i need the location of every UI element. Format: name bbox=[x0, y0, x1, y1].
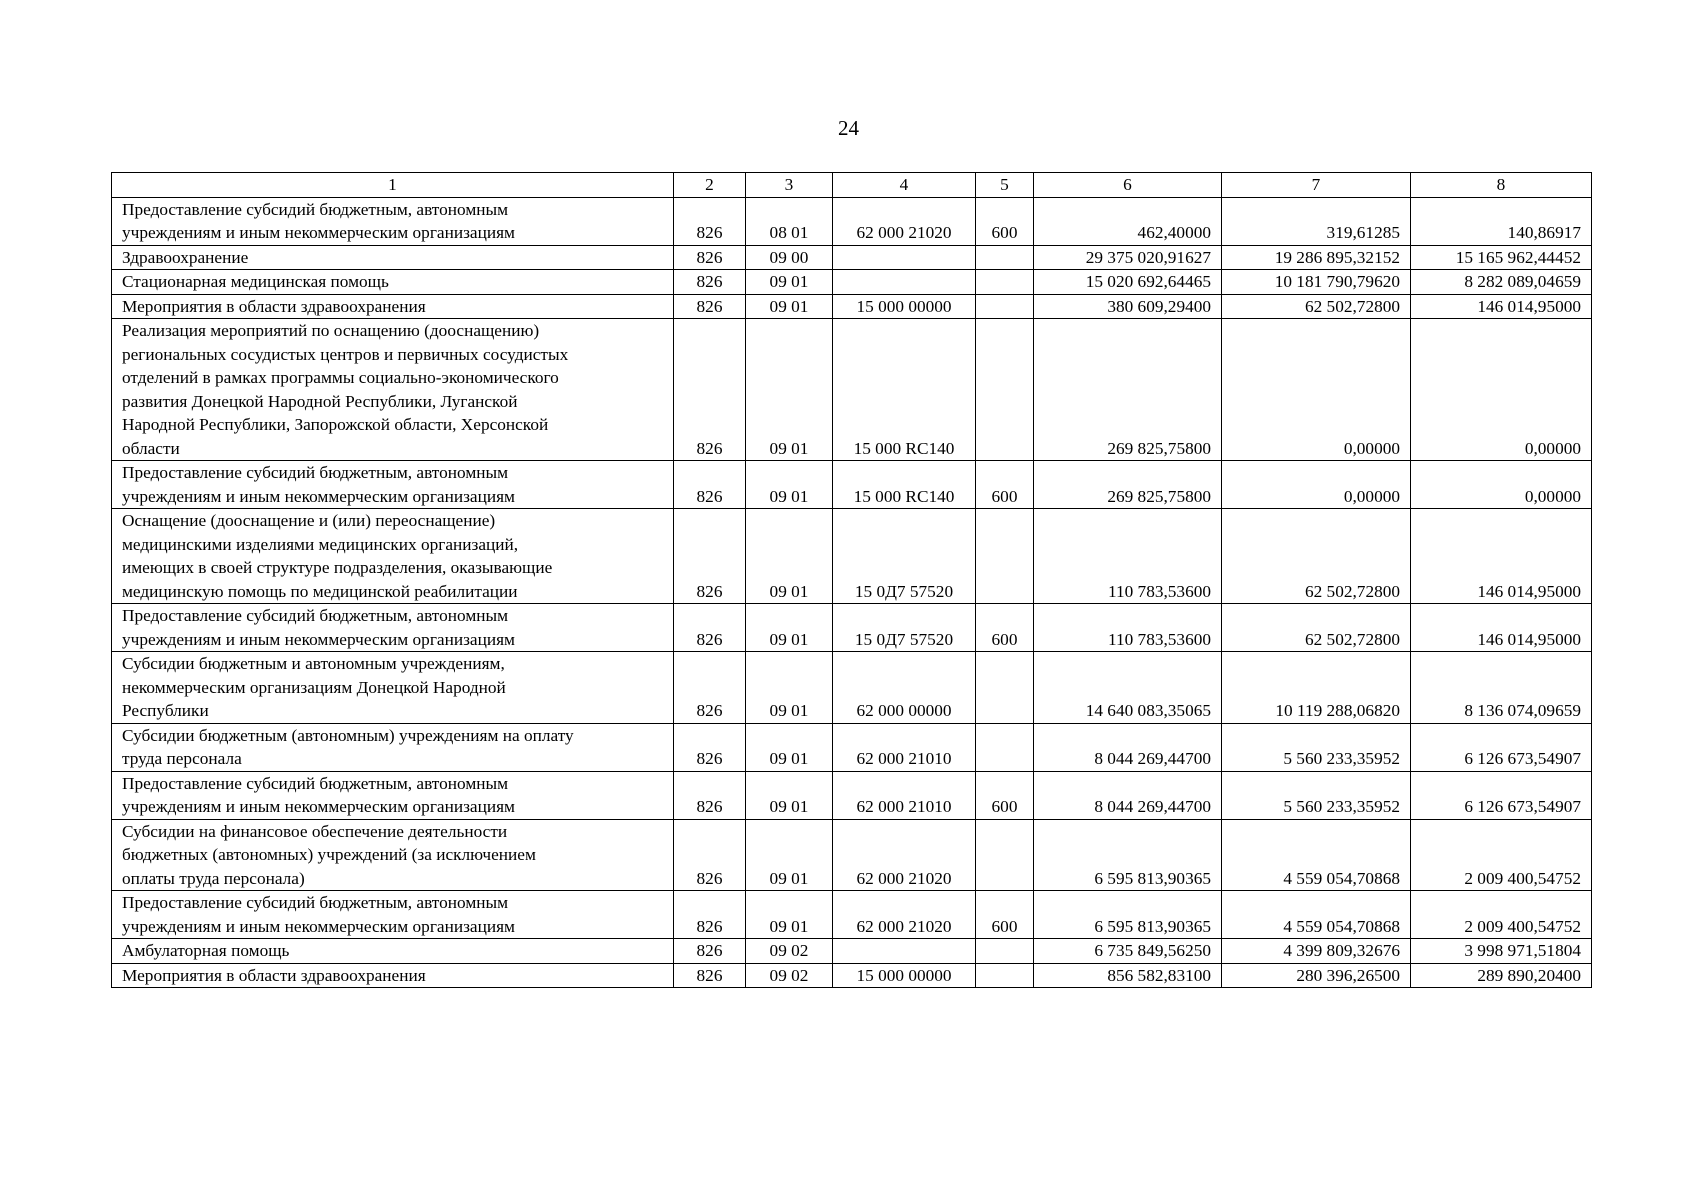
item-name: Предоставление субсидий бюджетным, автономным учреждениям и иным некоммерческим организациям bbox=[112, 604, 674, 652]
target-code: 62 000 00000 bbox=[833, 652, 976, 724]
admin-code: 826 bbox=[674, 509, 746, 604]
header-cell: 4 bbox=[833, 173, 976, 198]
section-code: 09 01 bbox=[746, 891, 833, 939]
item-name: Предоставление субсидий бюджетным, автономным учреждениям и иным некоммерческим организациям bbox=[112, 891, 674, 939]
target-code bbox=[833, 270, 976, 295]
item-name: Предоставление субсидий бюджетным, автономным учреждениям и иным некоммерческим организациям bbox=[112, 197, 674, 245]
expense-type-code: 600 bbox=[976, 461, 1034, 509]
amount-col7: 62 502,72800 bbox=[1222, 294, 1411, 319]
admin-code: 826 bbox=[674, 891, 746, 939]
admin-code: 826 bbox=[674, 245, 746, 270]
expense-type-code: 600 bbox=[976, 771, 1034, 819]
amount-col6: 14 640 083,35065 bbox=[1034, 652, 1222, 724]
table-row bbox=[112, 604, 1592, 652]
amount-col7: 10 181 790,79620 bbox=[1222, 270, 1411, 295]
amount-col7: 0,00000 bbox=[1222, 319, 1411, 461]
admin-code: 826 bbox=[674, 771, 746, 819]
section-code: 09 01 bbox=[746, 461, 833, 509]
amount-col6: 462,40000 bbox=[1034, 197, 1222, 245]
table-row bbox=[112, 270, 1592, 295]
expense-type-code: 600 bbox=[976, 197, 1034, 245]
amount-col7: 280 396,26500 bbox=[1222, 963, 1411, 988]
item-name: Реализация мероприятий по оснащению (дооснащению) региональных сосудистых центров и первичных сосудистых отделений в рамках программы социально-экономического развития Донецкой Народной Республики, Луганской Народной Республики, Запорожской области, Херсонской области bbox=[112, 319, 674, 461]
amount-col6: 29 375 020,91627 bbox=[1034, 245, 1222, 270]
table-row bbox=[112, 197, 1592, 245]
section-code: 09 01 bbox=[746, 723, 833, 771]
item-name: Субсидии бюджетным и автономным учреждениям, некоммерческим организациям Донецкой Народной Республики bbox=[112, 652, 674, 724]
target-code: 15 0Д7 57520 bbox=[833, 604, 976, 652]
amount-col6: 269 825,75800 bbox=[1034, 319, 1222, 461]
item-name: Оснащение (дооснащение и (или) переоснащение) медицинскими изделиями медицинских организаций, имеющих в своей структуре подразделения, оказывающие медицинскую помощь по медицинской реабилитации bbox=[112, 509, 674, 604]
amount-col6: 856 582,83100 bbox=[1034, 963, 1222, 988]
header-cell: 5 bbox=[976, 173, 1034, 198]
admin-code: 826 bbox=[674, 604, 746, 652]
header-cell: 8 bbox=[1411, 173, 1592, 198]
amount-col8: 146 014,95000 bbox=[1411, 294, 1592, 319]
table-row bbox=[112, 891, 1592, 939]
amount-col7: 319,61285 bbox=[1222, 197, 1411, 245]
target-code: 62 000 21010 bbox=[833, 771, 976, 819]
section-code: 09 02 bbox=[746, 963, 833, 988]
amount-col7: 62 502,72800 bbox=[1222, 509, 1411, 604]
amount-col8: 8 282 089,04659 bbox=[1411, 270, 1592, 295]
page-number: 24 bbox=[838, 116, 859, 140]
table-row bbox=[112, 319, 1592, 461]
amount-col8: 0,00000 bbox=[1411, 319, 1592, 461]
expense-type-code bbox=[976, 939, 1034, 964]
amount-col8: 289 890,20400 bbox=[1411, 963, 1592, 988]
section-code: 09 01 bbox=[746, 771, 833, 819]
amount-col6: 6 735 849,56250 bbox=[1034, 939, 1222, 964]
section-code: 09 01 bbox=[746, 270, 833, 295]
target-code: 62 000 21020 bbox=[833, 891, 976, 939]
section-code: 09 01 bbox=[746, 294, 833, 319]
amount-col7: 4 559 054,70868 bbox=[1222, 819, 1411, 891]
expense-type-code bbox=[976, 270, 1034, 295]
amount-col8: 15 165 962,44452 bbox=[1411, 245, 1592, 270]
amount-col7: 4 399 809,32676 bbox=[1222, 939, 1411, 964]
table-row bbox=[112, 939, 1592, 964]
target-code: 15 000 00000 bbox=[833, 963, 976, 988]
target-code bbox=[833, 939, 976, 964]
header-cell: 2 bbox=[674, 173, 746, 198]
item-name: Субсидии бюджетным (автономным) учреждениям на оплату труда персонала bbox=[112, 723, 674, 771]
amount-col8: 8 136 074,09659 bbox=[1411, 652, 1592, 724]
budget-table bbox=[111, 172, 1592, 988]
admin-code: 826 bbox=[674, 461, 746, 509]
amount-col7: 19 286 895,32152 bbox=[1222, 245, 1411, 270]
item-name: Здравоохранение bbox=[112, 245, 674, 270]
expense-type-code: 600 bbox=[976, 891, 1034, 939]
admin-code: 826 bbox=[674, 963, 746, 988]
admin-code: 826 bbox=[674, 319, 746, 461]
expense-type-code bbox=[976, 963, 1034, 988]
table-row bbox=[112, 723, 1592, 771]
section-code: 09 02 bbox=[746, 939, 833, 964]
header-cell: 6 bbox=[1034, 173, 1222, 198]
admin-code: 826 bbox=[674, 819, 746, 891]
admin-code: 826 bbox=[674, 197, 746, 245]
admin-code: 826 bbox=[674, 652, 746, 724]
amount-col8: 2 009 400,54752 bbox=[1411, 891, 1592, 939]
table-row bbox=[112, 771, 1592, 819]
table-row bbox=[112, 294, 1592, 319]
item-name: Мероприятия в области здравоохранения bbox=[112, 963, 674, 988]
admin-code: 826 bbox=[674, 294, 746, 319]
expense-type-code bbox=[976, 723, 1034, 771]
item-name: Субсидии на финансовое обеспечение деятельности бюджетных (автономных) учреждений (за исключением оплаты труда персонала) bbox=[112, 819, 674, 891]
amount-col6: 380 609,29400 bbox=[1034, 294, 1222, 319]
target-code: 15 0Д7 57520 bbox=[833, 509, 976, 604]
admin-code: 826 bbox=[674, 939, 746, 964]
amount-col6: 8 044 269,44700 bbox=[1034, 723, 1222, 771]
table-row bbox=[112, 963, 1592, 988]
section-code: 09 01 bbox=[746, 604, 833, 652]
amount-col8: 2 009 400,54752 bbox=[1411, 819, 1592, 891]
expense-type-code bbox=[976, 819, 1034, 891]
amount-col8: 140,86917 bbox=[1411, 197, 1592, 245]
admin-code: 826 bbox=[674, 723, 746, 771]
amount-col6: 15 020 692,64465 bbox=[1034, 270, 1222, 295]
section-code: 09 01 bbox=[746, 819, 833, 891]
section-code: 09 00 bbox=[746, 245, 833, 270]
target-code: 15 000 RC140 bbox=[833, 319, 976, 461]
expense-type-code: 600 bbox=[976, 604, 1034, 652]
target-code: 62 000 21010 bbox=[833, 723, 976, 771]
table-row bbox=[112, 509, 1592, 604]
item-name: Амбулаторная помощь bbox=[112, 939, 674, 964]
amount-col7: 10 119 288,06820 bbox=[1222, 652, 1411, 724]
amount-col8: 0,00000 bbox=[1411, 461, 1592, 509]
item-name: Предоставление субсидий бюджетным, автономным учреждениям и иным некоммерческим организациям bbox=[112, 461, 674, 509]
header-cell: 3 bbox=[746, 173, 833, 198]
table-row bbox=[112, 652, 1592, 724]
header-row bbox=[112, 173, 1592, 198]
item-name: Стационарная медицинская помощь bbox=[112, 270, 674, 295]
expense-type-code bbox=[976, 245, 1034, 270]
expense-type-code bbox=[976, 652, 1034, 724]
amount-col6: 6 595 813,90365 bbox=[1034, 891, 1222, 939]
amount-col7: 5 560 233,35952 bbox=[1222, 771, 1411, 819]
amount-col6: 110 783,53600 bbox=[1034, 509, 1222, 604]
amount-col7: 0,00000 bbox=[1222, 461, 1411, 509]
amount-col8: 3 998 971,51804 bbox=[1411, 939, 1592, 964]
target-code: 15 000 00000 bbox=[833, 294, 976, 319]
expense-type-code bbox=[976, 319, 1034, 461]
amount-col6: 269 825,75800 bbox=[1034, 461, 1222, 509]
amount-col6: 110 783,53600 bbox=[1034, 604, 1222, 652]
amount-col7: 4 559 054,70868 bbox=[1222, 891, 1411, 939]
header-cell: 7 bbox=[1222, 173, 1411, 198]
amount-col8: 146 014,95000 bbox=[1411, 604, 1592, 652]
amount-col7: 5 560 233,35952 bbox=[1222, 723, 1411, 771]
amount-col8: 6 126 673,54907 bbox=[1411, 771, 1592, 819]
expense-type-code bbox=[976, 509, 1034, 604]
amount-col6: 8 044 269,44700 bbox=[1034, 771, 1222, 819]
section-code: 09 01 bbox=[746, 652, 833, 724]
section-code: 09 01 bbox=[746, 509, 833, 604]
target-code: 62 000 21020 bbox=[833, 197, 976, 245]
section-code: 09 01 bbox=[746, 319, 833, 461]
amount-col7: 62 502,72800 bbox=[1222, 604, 1411, 652]
amount-col8: 6 126 673,54907 bbox=[1411, 723, 1592, 771]
header-cell: 1 bbox=[112, 173, 674, 198]
target-code bbox=[833, 245, 976, 270]
item-name: Предоставление субсидий бюджетным, автономным учреждениям и иным некоммерческим организациям bbox=[112, 771, 674, 819]
expense-type-code bbox=[976, 294, 1034, 319]
table-row bbox=[112, 245, 1592, 270]
amount-col8: 146 014,95000 bbox=[1411, 509, 1592, 604]
table-row bbox=[112, 819, 1592, 891]
target-code: 62 000 21020 bbox=[833, 819, 976, 891]
amount-col6: 6 595 813,90365 bbox=[1034, 819, 1222, 891]
table-row bbox=[112, 461, 1592, 509]
admin-code: 826 bbox=[674, 270, 746, 295]
section-code: 08 01 bbox=[746, 197, 833, 245]
item-name: Мероприятия в области здравоохранения bbox=[112, 294, 674, 319]
target-code: 15 000 RC140 bbox=[833, 461, 976, 509]
